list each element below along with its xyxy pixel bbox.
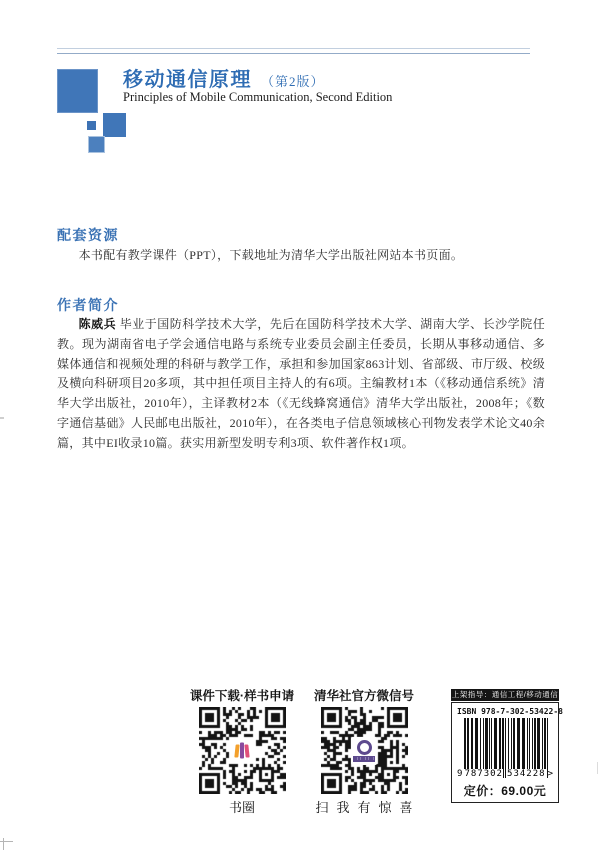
qr-wechat-label: 清华社官方微信号: [313, 689, 414, 703]
trim-mark-horizontal: [0, 841, 13, 842]
ean-barcode: [457, 718, 553, 778]
qr-bookclub-label: 课件下载·样书申请: [189, 689, 295, 703]
barcode-arrow: >: [547, 769, 553, 779]
edge-tick-left: [0, 417, 4, 419]
barcode-box: [451, 702, 563, 803]
resources-body: 本书配有教学课件（PPT），下载地址为清华大学出版社网站本书页面。: [78, 248, 464, 262]
qr-wechat-block: [304, 686, 424, 816]
price-text: 定价：69.00元: [463, 784, 547, 798]
book-edition: （第2版）: [261, 74, 325, 89]
qr-bookclub-caption: 书圈: [228, 800, 255, 815]
qr-wechat-code: [321, 707, 408, 794]
barcode-digits: [457, 768, 553, 779]
barcode-digit-group2: 534228: [507, 769, 546, 779]
barcode-panel: [451, 689, 563, 803]
book-title-cn: 移动通信原理: [123, 69, 252, 91]
author-name: 陈威兵: [78, 317, 117, 331]
top-rule-lower: [57, 53, 530, 54]
tsinghua-banner: [353, 756, 375, 762]
tsinghua-press-icon: [351, 737, 377, 765]
author-heading: 作者简介: [57, 299, 119, 314]
qr-wechat-caption: 扫我有惊喜: [315, 800, 421, 815]
trim-mark-vertical: [3, 838, 4, 850]
author-bio: [57, 315, 545, 454]
tsinghua-emblem-ring: [357, 740, 372, 755]
book-pages-icon: [231, 738, 253, 763]
logo-square-small: [88, 136, 105, 153]
logo-square-medium: [103, 113, 126, 137]
isbn-text: ISBN 978-7-302-53422-8: [457, 707, 563, 716]
barcode-digit-left: 9: [457, 769, 463, 779]
top-rule-upper: [57, 48, 530, 49]
qr-bookclub-block: [182, 686, 302, 816]
shelf-guide-bar: 上架指导：通信工程/移动通信: [451, 690, 559, 699]
edge-tick-right: [597, 762, 598, 774]
barcode-digit-group1: 787302: [464, 769, 503, 779]
logo-square-tiny: [87, 121, 96, 130]
author-bio-text: 毕业于国防科学技术大学，先后在国防科学技术大学、湖南大学、长沙学院任教。现为湖南省电子学会通信电路与系统专业委员会副主任委员，长期从事移动通信、多媒体通信和视频处理的科研与教学工作，承担和参加国家863计划、省部级、市厅级、校级及横向科研项目20多项，其中担任项目主持人的有6项。主编教材1本（《移动通信系统》清华大学出版社，2010年），主译教材2本（《无线蜂窝通信》清华大学出版社，2008年；《数字通信基础》人民邮电出版社，2010年），在各类电子信息领域核心刊物发表学术论文40余篇，其中EI收录10篇。获实用新型发明专利3项、软件著作权1项。: [57, 317, 546, 450]
qr-bookclub-code: [199, 707, 286, 794]
book-title: [123, 63, 325, 92]
logo-square-large: [57, 69, 98, 113]
resources-heading: 配套资源: [57, 229, 119, 244]
book-title-en: Principles of Mobile Communication, Second Edition: [123, 90, 393, 104]
